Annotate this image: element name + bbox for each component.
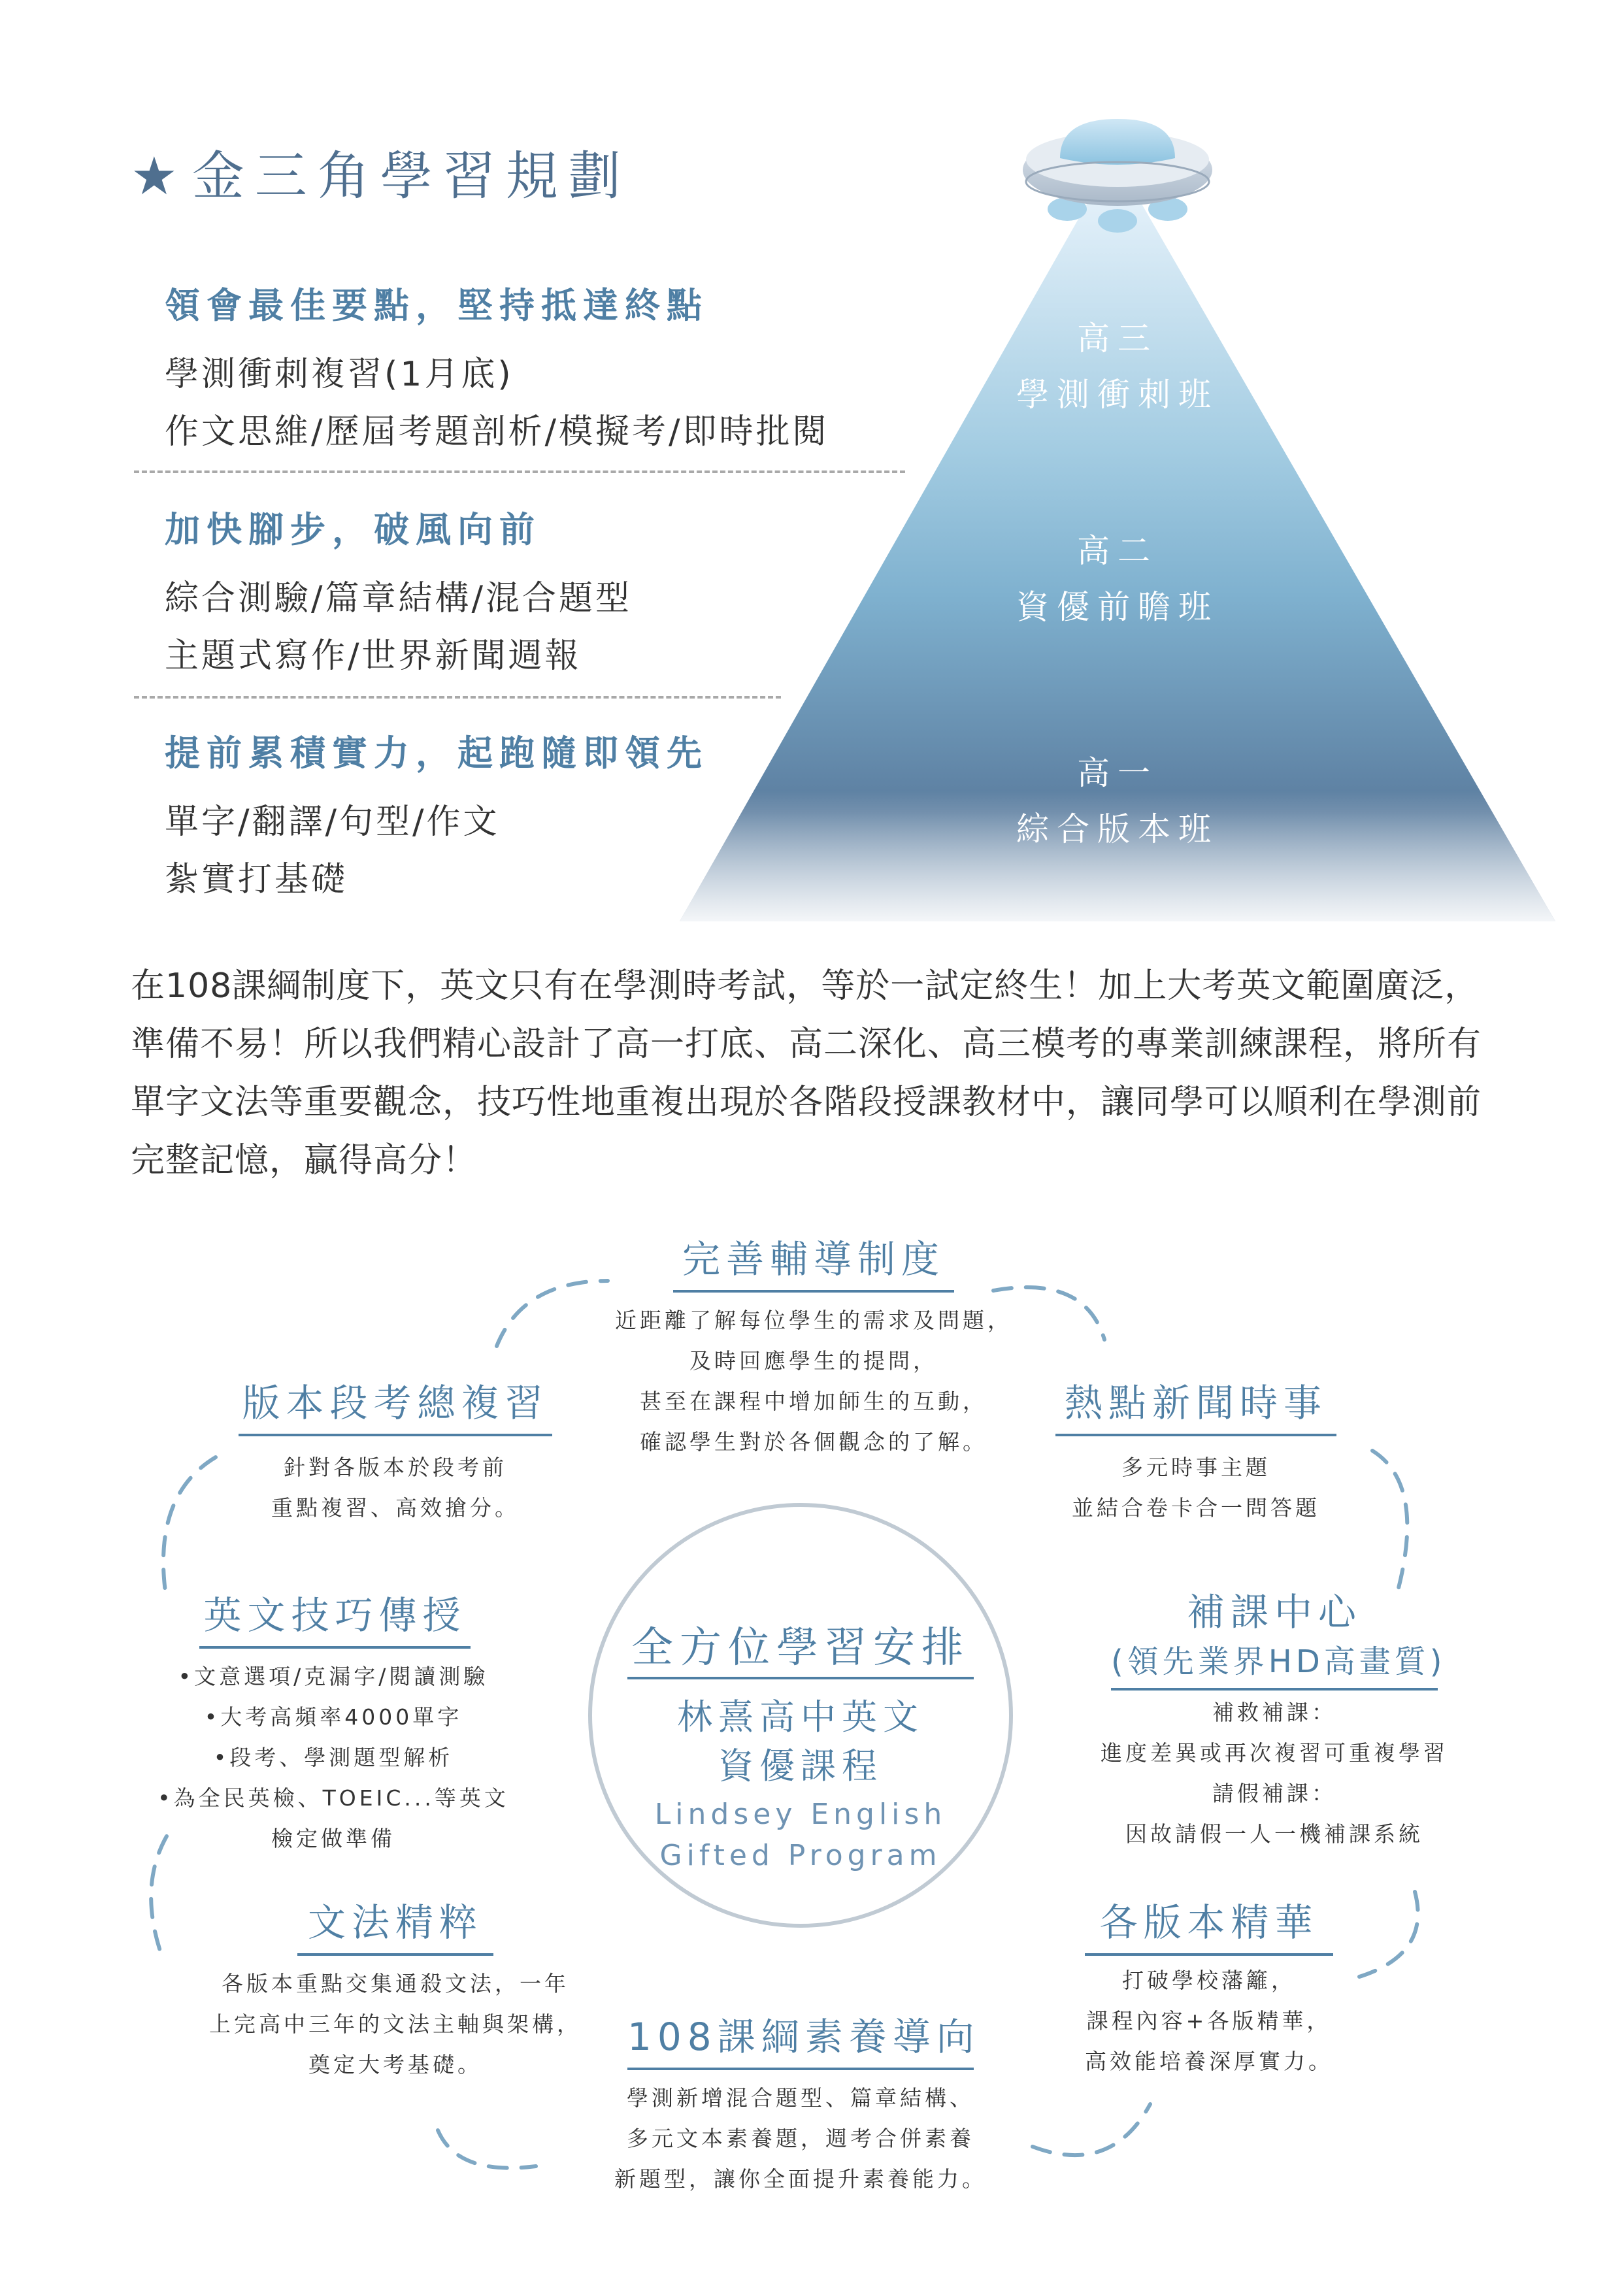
section-line: 學測衝刺複習(1月底) (165, 355, 514, 394)
level-grade: 高二 (1077, 532, 1158, 570)
feature-body (186, 1964, 605, 2085)
intro-paragraph: 在108課綱制度下，英文只有在學測時考試，等於一試定終生！加上大考英文範圍廣泛，準備不易！所以我們精心設計了高一打底、高二深化、高三模考的專業訓練課程，將所有單字文法等重要觀念，技巧性地重複出現於各階段授課教材中，讓同學可以順利在學測前完整記憶，贏得高分！ (131, 966, 1482, 1180)
feature-makeup (1111, 1581, 1446, 1691)
feature-curriculum (627, 2006, 980, 2070)
page-title-text: 金三角學習規劃 (191, 146, 631, 206)
level-grade: 高三 (1077, 320, 1158, 357)
feature-title: 熱點新聞時事 (1064, 1381, 1327, 1425)
section-heading-senior2: 加快腳步，破風向前 (165, 509, 541, 550)
section-line: 綜合測驗/篇章結構/混合題型 (165, 579, 633, 618)
feature-line: •大考高頻率4000單字 (204, 1704, 463, 1730)
feature-title-note: (領先業界HD高畫質) (1111, 1643, 1446, 1680)
section-line: 單字/翻譯/句型/作文 (165, 802, 500, 842)
feature-line: 多元時事主題 (1121, 1455, 1270, 1480)
feature-title: 英文技巧傳授 (203, 1593, 467, 1638)
feature-body (588, 2078, 1013, 2200)
feature-line: 補救補課： (1212, 1700, 1336, 1725)
center-underline (627, 1677, 974, 1679)
feature-title: 完善輔導制度 (682, 1237, 945, 1281)
feature-line: 上完高中三年的文法主軸與架構， (209, 2011, 582, 2037)
feature-guidance (673, 1229, 954, 1293)
feature-line: 請假補課： (1212, 1781, 1336, 1806)
center-title: 全方位學習安排 (631, 1624, 970, 1672)
feature-line: 檢定做準備 (271, 1826, 395, 1851)
level-grade: 高一 (1077, 754, 1158, 792)
feature-underline (1111, 1688, 1438, 1691)
feature-underline (1085, 1953, 1333, 1956)
feature-line: 甚至在課程中增加師生的互動， (640, 1389, 987, 1414)
section-line: 主題式寫作/世界新聞週報 (165, 636, 582, 676)
center-en-1: Lindsey English (654, 1798, 947, 1831)
feature-line: 課程內容+各版精華， (1086, 2008, 1332, 2034)
center-sub-1: 林熹高中英文 (677, 1696, 924, 1738)
feature-line: 近距離了解每位學生的需求及問題， (615, 1308, 1012, 1333)
level-class: 學測衝刺班 (1016, 376, 1219, 414)
feature-line: •文意選項/克漏字/閱讀測驗 (178, 1664, 489, 1689)
section-line: 作文思維/歷屆考題剖析/模擬考/即時批閱 (165, 412, 829, 452)
pyramid-level-2 (980, 523, 1255, 635)
feature-line: 新題型，讓你全面提升素養能力。 (614, 2166, 987, 2192)
feature-line: 確認學生對於各個觀念的了解。 (640, 1429, 987, 1455)
feature-line: 針對各版本於段考前 (284, 1455, 507, 1480)
feature-line: 重點複習、高效搶分。 (271, 1495, 520, 1521)
feature-line: 多元文本素養題，週考合併素養 (627, 2126, 974, 2151)
feature-line: 奠定大考基礎。 (308, 2052, 482, 2077)
feature-title: 文法精粹 (307, 1900, 483, 1945)
section-line: 紮實打基礎 (165, 860, 348, 899)
feature-underline (199, 1646, 471, 1649)
feature-line: •段考、學測題型解析 (213, 1745, 454, 1770)
feature-body (569, 1300, 1059, 1462)
feature-underline (627, 2068, 974, 2070)
feature-underline (1055, 1434, 1336, 1436)
feature-line: 及時回應學生的提問， (689, 1348, 938, 1374)
feature-line: 高效能培養深厚實力。 (1085, 2049, 1333, 2074)
feature-grammar (297, 1892, 493, 1956)
feature-skills (199, 1585, 471, 1649)
page-title (131, 134, 631, 209)
feature-line: 進度差異或再次複習可重複學習 (1101, 1740, 1448, 1766)
feature-line: 學測新增混合題型、篇章結構、 (627, 2085, 974, 2111)
section-heading-senior1: 提前累積實力，起跑隨即領先 (165, 733, 708, 774)
center-sub-2: 資優課程 (718, 1745, 883, 1787)
feature-body (1019, 1447, 1372, 1528)
feature-underline (239, 1434, 552, 1436)
feature-title: 版本段考總複習 (242, 1381, 549, 1425)
pyramid-level-3 (980, 310, 1255, 423)
level-class: 綜合版本班 (1016, 810, 1219, 848)
feature-line: 各版本重點交集通殺文法，一年 (222, 1971, 569, 1996)
feature-title: 補課中心 (1186, 1590, 1362, 1634)
feature-title: 108課綱素養導向 (627, 2015, 980, 2059)
pyramid-level-1 (980, 745, 1255, 857)
feature-line: 打破學校藩籬， (1122, 1968, 1296, 1993)
ufo-icon (1023, 119, 1212, 233)
feature-body (141, 1657, 526, 1859)
feature-news (1055, 1372, 1336, 1436)
feature-line: 並結合卷卡合一問答題 (1072, 1495, 1320, 1521)
center-en-2: Gifted Program (659, 1839, 942, 1872)
feature-essence (1085, 1892, 1333, 1956)
feature-underline (673, 1290, 954, 1293)
feature-review (239, 1372, 552, 1436)
feature-body (216, 1447, 575, 1528)
feature-title: 各版本精華 (1099, 1900, 1319, 1945)
level-class: 資優前瞻班 (1016, 588, 1219, 626)
feature-body (1072, 1692, 1477, 1855)
feature-line: 因故請假一人一機補課系統 (1125, 1821, 1423, 1847)
feature-line: •為全民英檢、TOEIC...等英文 (157, 1785, 509, 1811)
divider (134, 470, 905, 473)
feature-underline (297, 1953, 493, 1956)
feature-body (1033, 1960, 1385, 2082)
divider (134, 696, 781, 699)
star-icon: ★ (131, 146, 188, 206)
section-heading-senior3: 領會最佳要點，堅持抵達終點 (165, 285, 708, 326)
